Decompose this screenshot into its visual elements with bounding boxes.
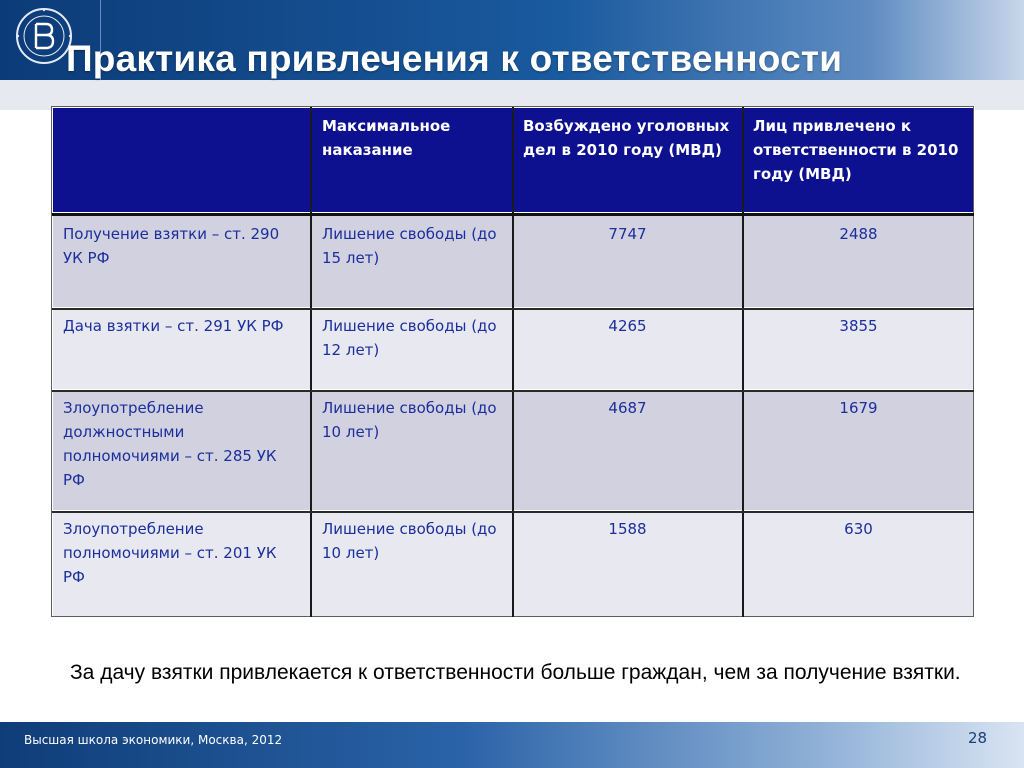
persons-cell: 2488 bbox=[743, 214, 975, 307]
header-cell-cases-opened: Возбуждено уголовных дел в 2010 году (МВД) bbox=[513, 108, 743, 215]
cases-cell: 4687 bbox=[513, 389, 743, 510]
penalty-cell: Лишение свободы (до 10 лет) bbox=[312, 510, 513, 616]
cases-cell: 4265 bbox=[513, 307, 743, 389]
offense-cell: Злоупотребление полномочиями – ст. 201 УК РФ bbox=[53, 510, 312, 616]
header-separator bbox=[52, 213, 974, 216]
penalty-cell: Лишение свободы (до 15 лет) bbox=[312, 214, 513, 307]
persons-cell: 630 bbox=[743, 510, 975, 616]
penalty-cell: Лишение свободы (до 10 лет) bbox=[312, 389, 513, 510]
row-separator bbox=[52, 308, 974, 310]
column-divider bbox=[512, 107, 514, 617]
column-divider bbox=[742, 107, 744, 617]
hse-university-seal-icon bbox=[14, 6, 74, 72]
offense-cell: Злоупотребление должностными полномочиями – ст. 285 УК РФ bbox=[53, 389, 312, 510]
cases-cell: 1588 bbox=[513, 510, 743, 616]
footer-text: Высшая школа экономики, Москва, 2012 bbox=[24, 733, 283, 747]
persons-cell: 3855 bbox=[743, 307, 975, 389]
row-separator bbox=[52, 390, 974, 392]
cases-cell: 7747 bbox=[513, 214, 743, 307]
offense-cell: Дача взятки – ст. 291 УК РФ bbox=[53, 307, 312, 389]
summary-note: За дачу взятки привлекается к ответственности больше граждан, чем за получение взятки. bbox=[70, 661, 961, 684]
header-cell-persons-charged: Лиц привлечено к ответственности в 2010 году (МВД) bbox=[743, 108, 975, 215]
offense-cell: Получение взятки – ст. 290 УК РФ bbox=[53, 214, 312, 307]
penalty-cell: Лишение свободы (до 12 лет) bbox=[312, 307, 513, 389]
header-cell-max-penalty: Максимальное наказание bbox=[312, 108, 513, 215]
persons-cell: 1679 bbox=[743, 389, 975, 510]
page-number: 28 bbox=[968, 729, 988, 747]
header-cell-offense bbox=[53, 108, 312, 215]
slide-title: Практика привлечения к ответственности bbox=[66, 38, 843, 79]
row-separator bbox=[52, 511, 974, 513]
column-divider bbox=[310, 107, 312, 617]
header-underlay bbox=[0, 80, 1024, 110]
